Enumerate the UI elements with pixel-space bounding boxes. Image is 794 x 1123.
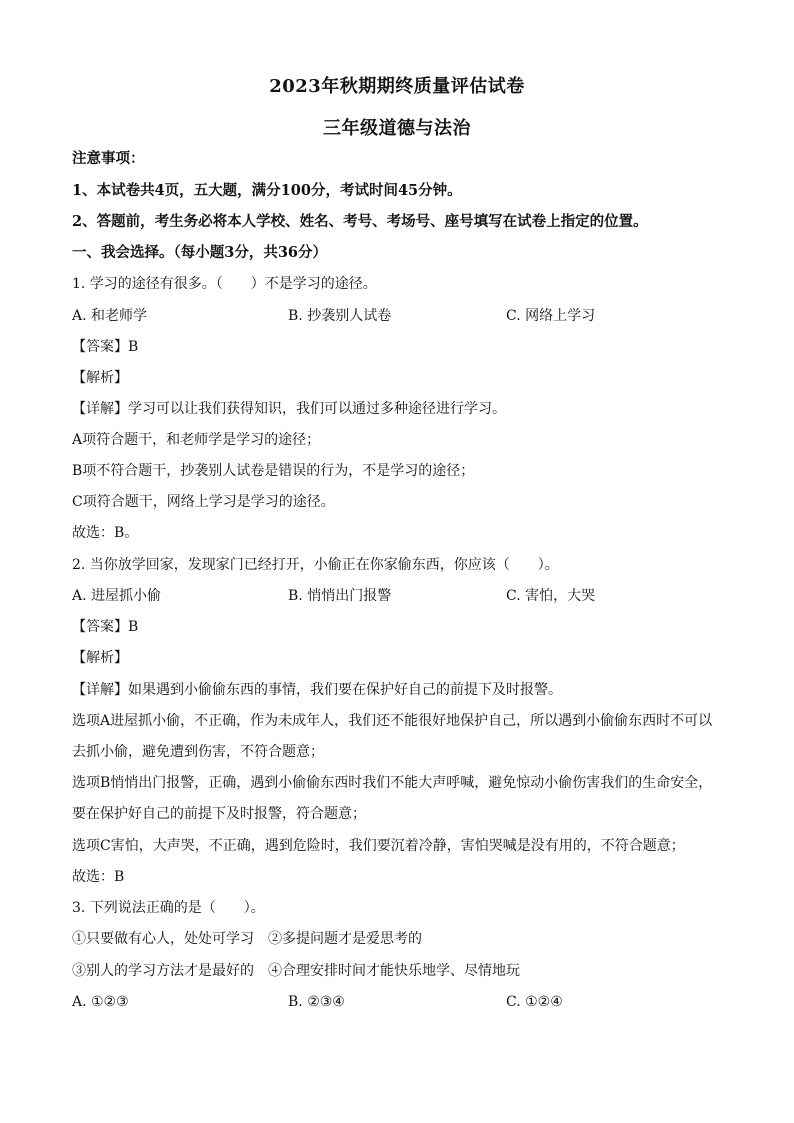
q2-line-b1: 选项B悄悄出门报警，正确，遇到小偷偷东西时我们不能大声呼喊，避免惊动小偷伤害我们的生命安全， bbox=[72, 775, 713, 791]
q1-line-b: B项不符合题干，抄袭别人试卷是错误的行为，不是学习的途径； bbox=[72, 463, 475, 479]
q3-option-c: C. ①②④ bbox=[506, 994, 563, 1010]
q1-option-a: A. 和老师学 bbox=[72, 308, 148, 324]
q2-stem: 2. 当你放学回家，发现家门已经打开，小偷正在你家偷东西，你应该（ ）。 bbox=[72, 557, 559, 573]
q1-line-a: A项符合题干，和老师学是学习的途径； bbox=[72, 432, 321, 448]
q2-choose: 故选：B bbox=[72, 869, 125, 885]
notes-heading: 注意事项： bbox=[72, 150, 145, 167]
q3-statements-1: ①只要做有心人，处处可学习 ②多提问题才是爱思考的 bbox=[72, 931, 422, 947]
q3-stem: 3. 下列说法正确的是（ ）。 bbox=[72, 900, 265, 916]
q1-answer: 【答案】B bbox=[72, 339, 139, 355]
q3-option-b: B. ②③④ bbox=[288, 994, 345, 1010]
q2-answer: 【答案】B bbox=[72, 619, 139, 635]
q3-option-a: A. ①②③ bbox=[72, 994, 129, 1010]
notes-item-1: 1、本试卷共4页，五大题，满分100分，考试时间45分钟。 bbox=[72, 182, 462, 199]
q2-line-c: 选项C害怕，大声哭，不正确，遇到危险时，我们要沉着冷静，害怕哭喊是没有用的，不符合题意； bbox=[72, 838, 685, 854]
exam-subtitle: 三年级道德与法治 bbox=[323, 118, 471, 139]
section-1-heading: 一、我会选择。（每小题3分，共36分） bbox=[72, 244, 328, 261]
q3-statements-2: ③别人的学习方法才是最好的 ④合理安排时间才能快乐地学、尽情地玩 bbox=[72, 963, 520, 979]
q2-option-b: B. 悄悄出门报警 bbox=[288, 588, 392, 604]
q2-line-b2: 要在保护好自己的前提下及时报警，符合题意； bbox=[72, 806, 366, 822]
q1-option-c: C. 网络上学习 bbox=[506, 308, 596, 324]
q2-line-a2: 去抓小偷，避免遭到伤害，不符合题意； bbox=[72, 744, 324, 760]
q1-stem: 1. 学习的途径有很多。（ ）不是学习的途径。 bbox=[72, 276, 377, 292]
q2-detail: 【详解】如果遇到小偷偷东西的事情，我们要在保护好自己的前提下及时报警。 bbox=[72, 682, 562, 698]
q1-detail: 【详解】学习可以让我们获得知识，我们可以通过多种途径进行学习。 bbox=[72, 401, 506, 417]
q1-option-b: B. 抄袭别人试卷 bbox=[288, 308, 392, 324]
q1-choose: 故选：B。 bbox=[72, 525, 139, 541]
exam-title: 2023年秋期期终质量评估试卷 bbox=[269, 76, 525, 97]
q2-option-a: A. 进屋抓小偷 bbox=[72, 588, 162, 604]
q1-line-c: C项符合题干，网络上学习是学习的途径。 bbox=[72, 494, 335, 510]
q2-line-a1: 选项A进屋抓小偷，不正确，作为未成年人，我们还不能很好地保护自己，所以遇到小偷偷东西时不可以 bbox=[72, 713, 713, 729]
notes-item-2: 2、答题前，考生务必将本人学校、姓名、考号、考场号、座号填写在试卷上指定的位置。 bbox=[72, 213, 648, 230]
q1-analysis-label: 【解析】 bbox=[72, 370, 128, 386]
q2-option-c: C. 害怕，大哭 bbox=[506, 588, 596, 604]
q2-analysis-label: 【解析】 bbox=[72, 650, 128, 666]
